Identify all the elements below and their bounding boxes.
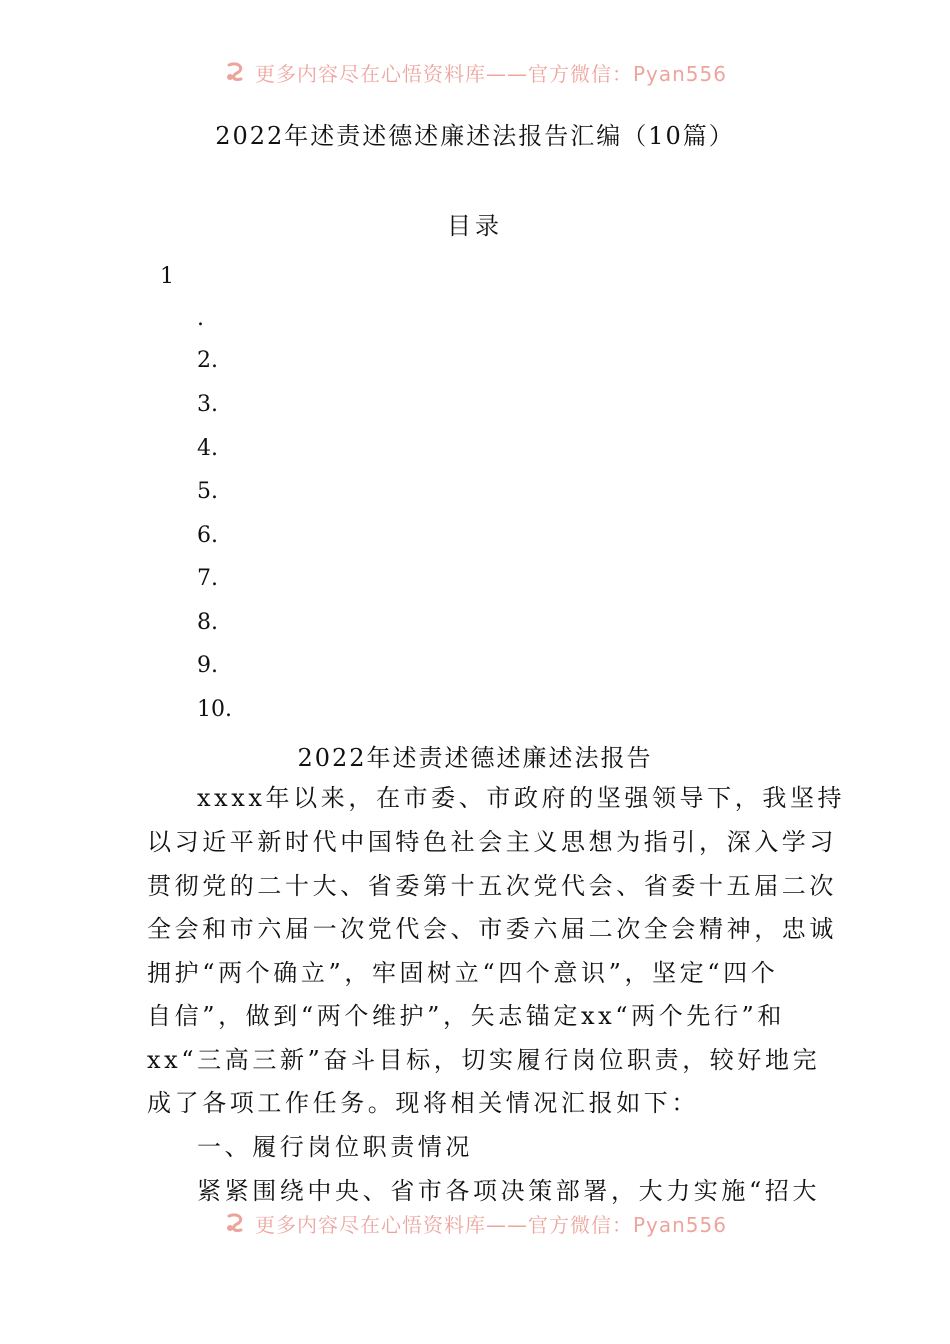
swirl-logo-icon <box>223 1210 249 1236</box>
body-line: 拥护“两个确立”，牢固树立“四个意识”，坚定“四个 <box>147 959 779 987</box>
section-heading: 一、履行岗位职责情况 <box>197 1133 473 1161</box>
body-line: 贯彻党的二十大、省委第十五次党代会、省委十五届二次 <box>147 872 837 900</box>
toc-item-10: 10. <box>197 697 232 722</box>
toc-item-7: 7. <box>197 566 218 591</box>
body-line: 自信”，做到“两个维护”，矢志锚定xx“两个先行”和 <box>147 1002 786 1030</box>
toc-item-dot: . <box>197 306 204 331</box>
body-line: 以习近平新时代中国特色社会主义思想为指引，深入学习 <box>147 828 837 856</box>
swirl-logo-icon <box>223 59 249 85</box>
watermark-header <box>0 52 950 92</box>
toc-item-6: 6. <box>197 523 218 548</box>
toc-item-3: 3. <box>197 392 218 417</box>
report-title: 2022年述责述德述廉述法报告 <box>297 744 653 772</box>
toc-item-9: 9. <box>197 653 218 678</box>
toc-item-5: 5. <box>197 479 218 504</box>
toc-item-2: 2. <box>197 348 218 373</box>
watermark-text: 更多内容尽在心悟资料库——官方微信：Pyan556 <box>254 61 727 86</box>
body-line: 紧紧围绕中央、省市各项决策部署，大力实施“招大 <box>197 1177 821 1205</box>
body-line: 全会和市六届一次党代会、市委六届二次全会精神，忠诚 <box>147 915 837 943</box>
toc-item-8: 8. <box>197 610 218 635</box>
watermark-text: 更多内容尽在心悟资料库——官方微信：Pyan556 <box>254 1212 727 1237</box>
body-line: 成了各项工作任务。现将相关情况汇报如下： <box>147 1089 699 1117</box>
body-line: xx“三高三新”奋斗目标，切实履行岗位职责，较好地完 <box>147 1046 821 1074</box>
toc-item-4: 4. <box>197 436 218 461</box>
toc-heading: 目录 <box>447 212 503 240</box>
body-line: xxxx年以来，在市委、市政府的坚强领导下，我坚持 <box>197 784 846 812</box>
toc-item-1: 1 <box>160 264 174 289</box>
document-title: 2022年述责述德述廉述法报告汇编（10篇） <box>215 122 735 150</box>
watermark-footer <box>0 1203 950 1243</box>
